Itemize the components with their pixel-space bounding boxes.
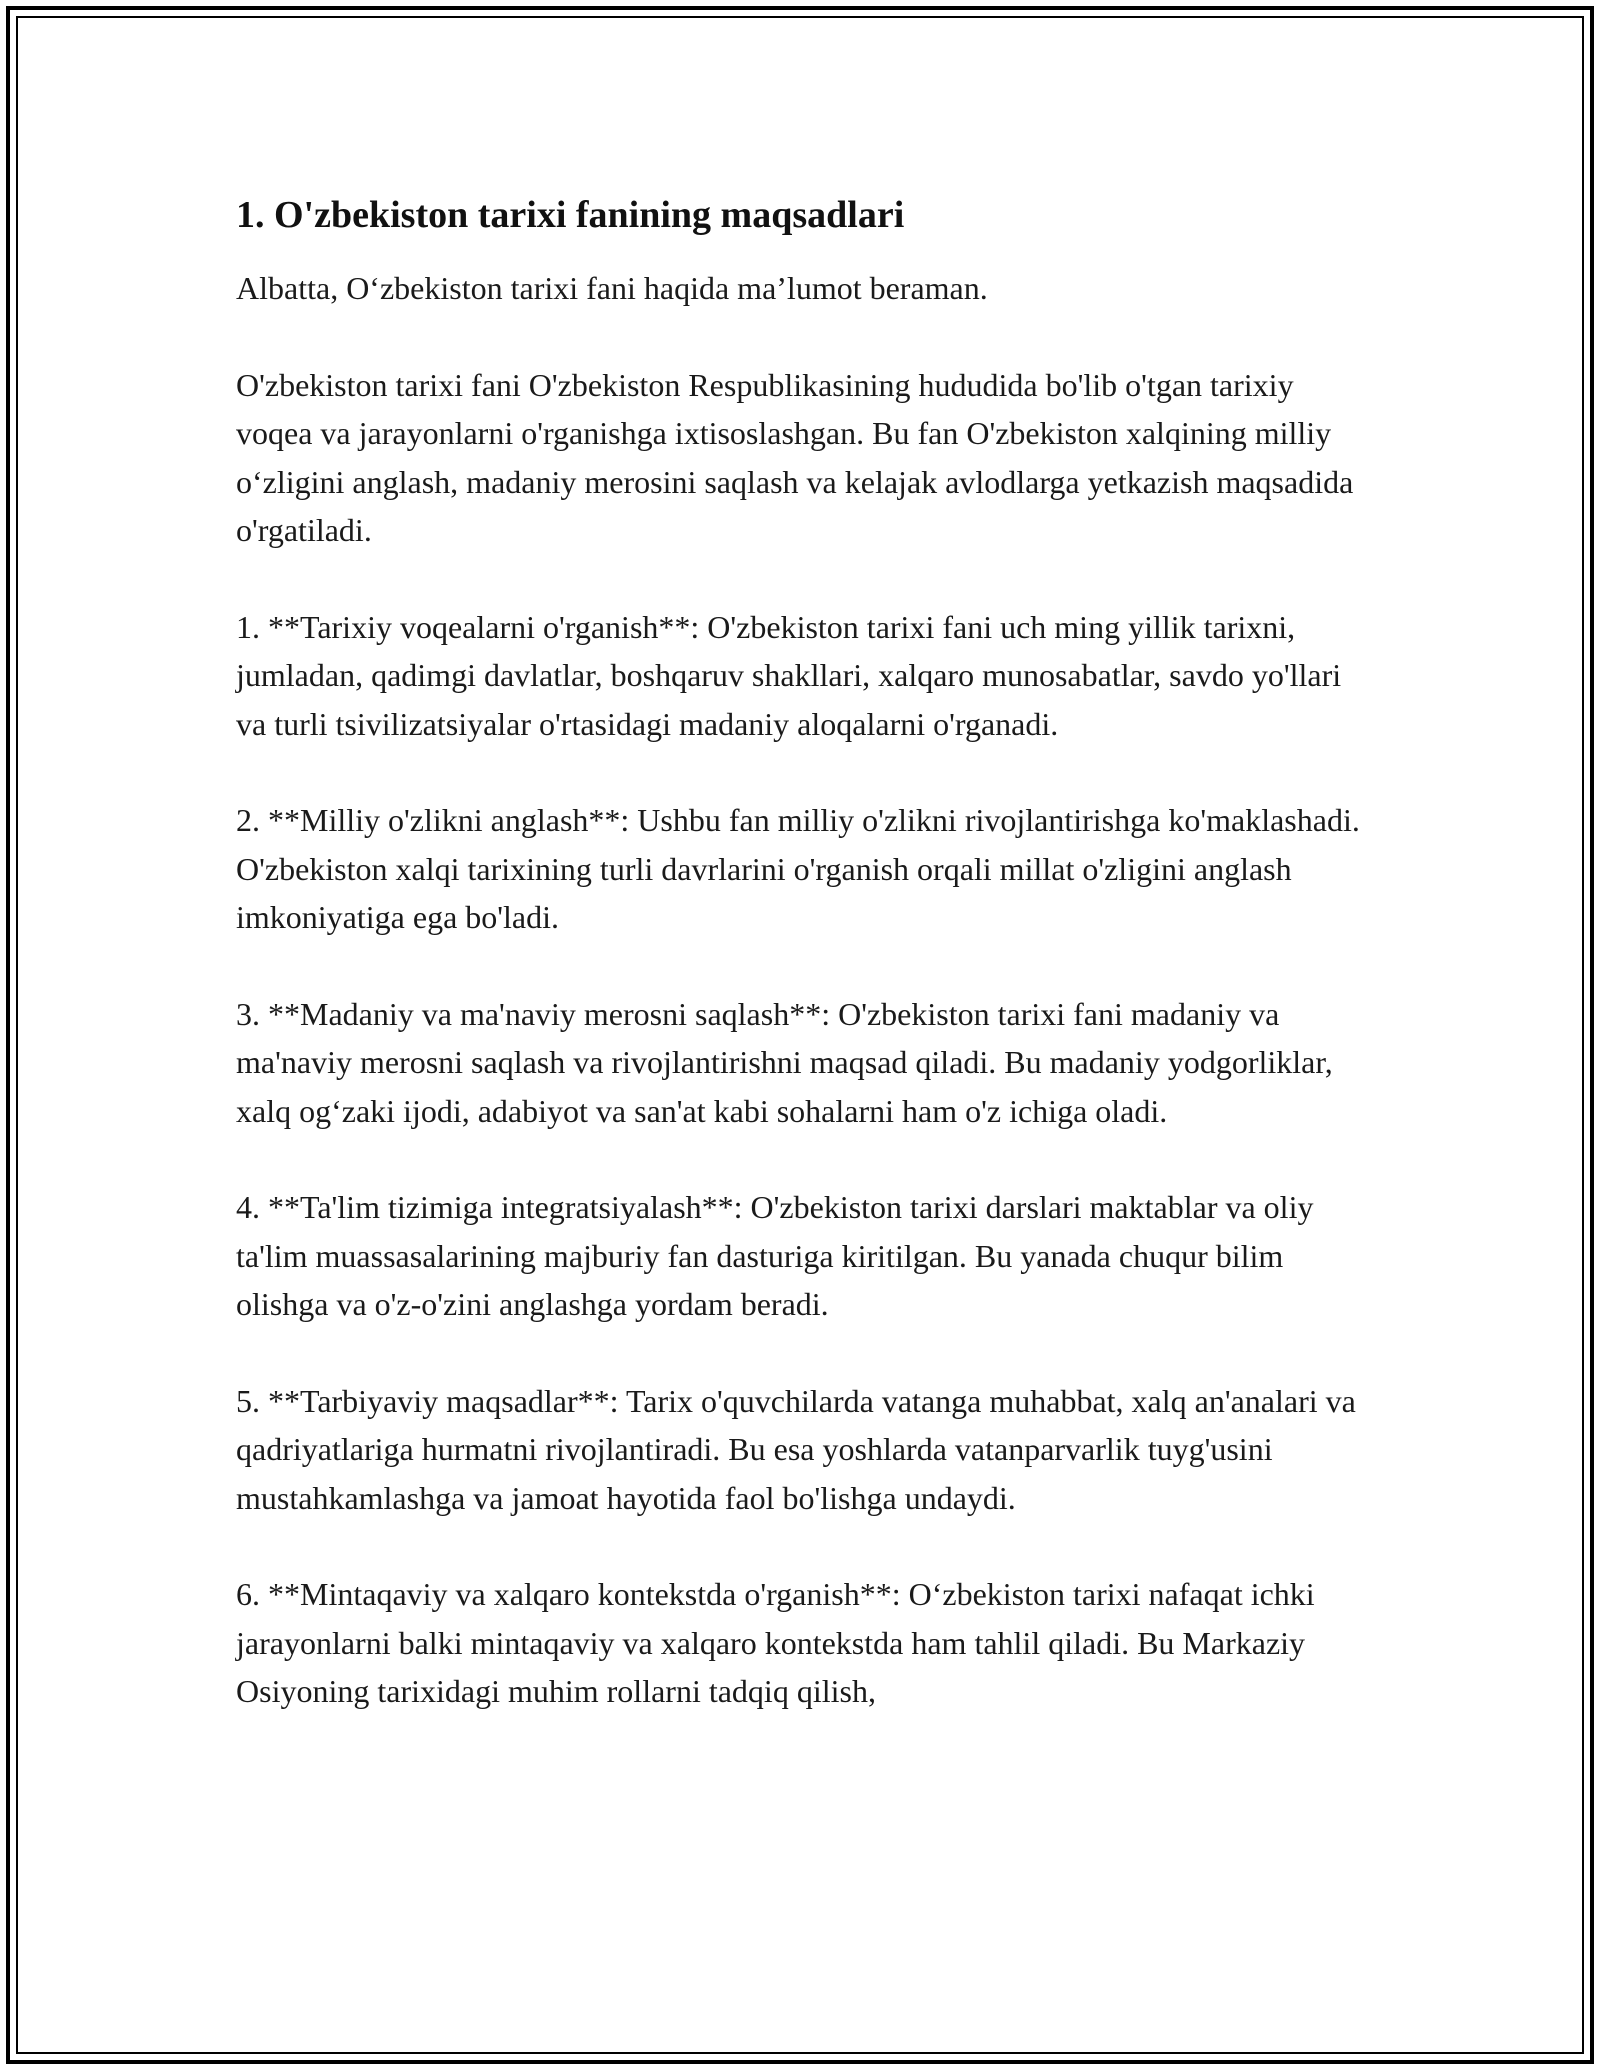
paragraph-item-1: 1. **Tarixiy voqealarni o'rganish**: O'zbekiston tarixi fani uch ming yillik tarixni, jumladan, qadimgi davlatlar, boshqaruv shakllari, xalqaro munosabatlar, savdo yo'llari va turli tsivilizatsiyalar o'rtasidagi madaniy aloqalarni o'rganadi.: [236, 608, 1342, 742]
paragraph-item-3: 3. **Madaniy va ma'naviy merosni saqlash**: O'zbekiston tarixi fani madaniy va ma'naviy merosni saqlash va rivojlantirishni maqsad qiladi. Bu madaniy yodgorliklar, xalq og‘zaki ijodi, adabiyot va san'at kabi sohalarni ham o'z ichiga oladi.: [236, 995, 1333, 1129]
paragraph-item-6: 6. **Mintaqaviy va xalqaro kontekstda o'rganish**: O‘zbekiston tarixi nafaqat ichki jarayonlarni balki mintaqaviy va xalqaro kontekstda ham tahlil qiladi. Bu Markaziy Osiyoning tarixidagi muhim rollarni tadqiq qilish,: [236, 1576, 1315, 1709]
paragraph-item-4: 4. **Ta'lim tizimiga integratsiyalash**: O'zbekiston tarixi darslari maktablar va oliy ta'lim muassasalarining majburiy fan dasturiga kiritilgan. Bu yanada chuqur bilim olishga va o'z-o'zini anglashga yordam beradi.: [236, 1189, 1314, 1322]
document-body: [236, 188, 1376, 1764]
paragraph-intro: Albatta, O‘zbekiston tarixi fani haqida ma’lumot beraman.: [236, 270, 988, 306]
paragraph-item-2: 2. **Milliy o'zlikni anglash**: Ushbu fan milliy o'zlikni rivojlantirishga ko'maklashadi. O'zbekiston xalqi tarixining turli davrlarini o'rganish orqali millat o'zligini anglash imkoniyatiga ega bo'ladi.: [236, 802, 1360, 935]
document-title: 1. O'zbekiston tarixi fanining maqsadlari: [236, 194, 905, 236]
paragraph-overview: O'zbekiston tarixi fani O'zbekiston Respublikasining hududida bo'lib o'tgan tarixiy voqea va jarayonlarni o'rganishga ixtisoslashgan. Bu fan O'zbekiston xalqining milliy o‘zligini anglash, madaniy merosini saqlash va kelajak avlodlarga yetkazish maqsadida o'rgatiladi.: [236, 366, 1354, 548]
paragraph-item-5: 5. **Tarbiyaviy maqsadlar**: Tarix o'quvchilarda vatanga muhabbat, xalq an'analari va qadriyatlariga hurmatni rivojlantiradi. Bu esa yoshlarda vatanparvarlik tuyg'usini mustahkamlashga va jamoat hayotida faol bo'lishga undaydi.: [236, 1382, 1356, 1516]
